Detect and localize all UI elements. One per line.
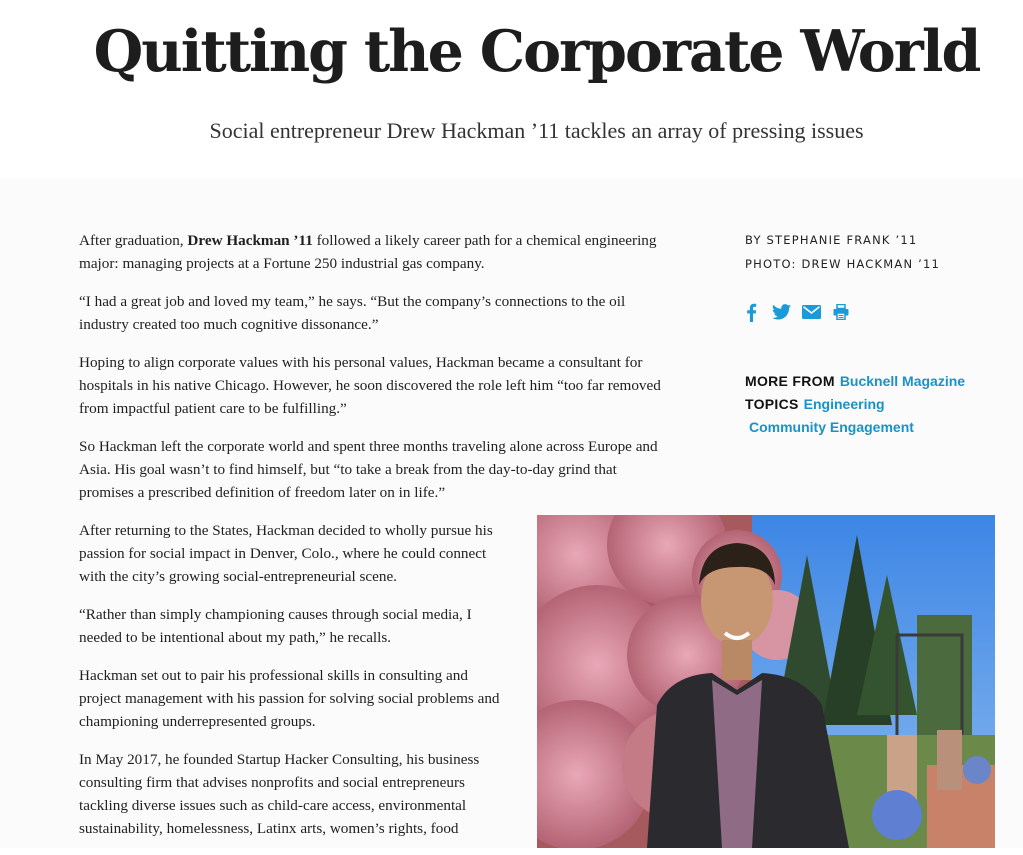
share-bar	[741, 302, 851, 322]
photo-credit: PHOTO: DREW HACKMAN ’11	[745, 257, 940, 271]
article-paragraph: “Rather than simply championing causes through social media, I needed to be intentional about my path,” he recalls.	[79, 606, 472, 646]
page-subtitle: Social entrepreneur Drew Hackman ’11 tackles an array of pressing issues	[209, 118, 864, 143]
photo-of-drew-hackman	[537, 515, 995, 848]
article-paragraph: After returning to the States, Hackman decided to wholly pursue his passion for social impact in Denver, Colo., where he could connect with the city’s growing social-entrepreneurial scene.	[79, 522, 493, 585]
print-icon[interactable]	[831, 302, 851, 322]
twitter-icon[interactable]	[771, 302, 791, 322]
related-links	[745, 370, 965, 439]
page-title: Quitting the Corporate World	[93, 18, 980, 85]
topics-row-2	[745, 416, 965, 439]
article-paragraph: Hackman set out to pair his professional skills in consulting and project management with his passion for solving social problems and championing underrepresented groups.	[79, 667, 500, 730]
more-from-link[interactable]: Bucknell Magazine	[839, 373, 966, 389]
topics-row	[745, 393, 965, 416]
article-paragraph: After graduation, Drew Hackman ’11 followed a likely career path for a chemical engineering major: managing projects at a Fortune 250 industrial gas company.	[79, 232, 657, 272]
email-icon[interactable]	[801, 302, 821, 322]
article-paragraph: So Hackman left the corporate world and spent three months traveling alone across Europe and Asia. His goal wasn’t to find himself, but “to take a break from the day-to-day grind that promises a prescribed definition of freedom later on in life.”	[79, 438, 658, 501]
hero-header	[0, 0, 1023, 178]
article-paragraph: In May 2017, he founded Startup Hacker Consulting, his business consulting firm that advises nonprofits and social entrepreneurs tackling diverse issues such as child-care access, environmental sustainability, homelessness, Latinx arts, women’s rights, food	[79, 751, 480, 837]
topics-label: TOPICS	[745, 396, 799, 412]
article-paragraph: Hoping to align corporate values with his personal values, Hackman became a consultant for hospitals in his native Chicago. However, he soon discovered the role left him “too far removed from impactful patient care to be fulfilling.”	[79, 354, 661, 417]
facebook-icon[interactable]	[741, 302, 761, 322]
article-meta	[745, 228, 940, 276]
more-from-row	[745, 370, 965, 393]
topic-link-engineering[interactable]: Engineering	[803, 396, 885, 412]
topic-link-community-engagement[interactable]: Community Engagement	[749, 419, 914, 435]
subject-name: Drew Hackman ’11	[187, 232, 313, 249]
more-from-label: MORE FROM	[745, 373, 835, 389]
article-photo	[537, 515, 995, 848]
article-paragraph: “I had a great job and loved my team,” he says. “But the company’s connections to the oil industry created too much cognitive dissonance.”	[79, 293, 626, 333]
author-byline: BY STEPHANIE FRANK ’11	[745, 233, 918, 247]
